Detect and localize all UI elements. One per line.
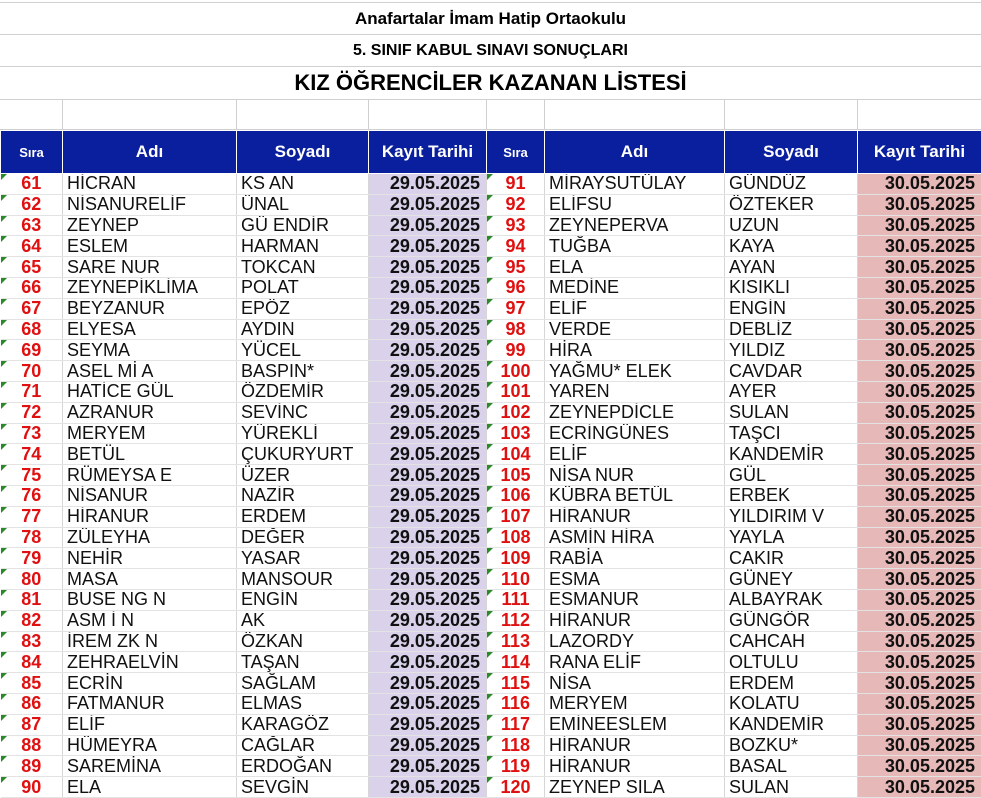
registration-date-cell[interactable]: 29.05.2025 [369, 340, 487, 361]
student-surname-cell[interactable]: MANSOUR [237, 569, 369, 590]
student-surname-cell[interactable]: ENGİN [725, 298, 858, 319]
student-surname-cell[interactable]: DEBLİZ [725, 319, 858, 340]
student-number-cell[interactable]: 92 [487, 194, 545, 215]
student-number-cell[interactable]: 93 [487, 215, 545, 236]
student-surname-cell[interactable]: SEVİNC [237, 402, 369, 423]
student-surname-cell[interactable]: HARMAN [237, 236, 369, 257]
registration-date-cell[interactable]: 30.05.2025 [858, 444, 981, 465]
student-surname-cell[interactable]: GÜNEY [725, 569, 858, 590]
registration-date-cell[interactable]: 30.05.2025 [858, 485, 981, 506]
registration-date-cell[interactable]: 29.05.2025 [369, 174, 487, 195]
student-name-cell[interactable]: VERDE [545, 319, 725, 340]
gridline [236, 100, 237, 129]
registration-date-cell[interactable]: 29.05.2025 [369, 444, 487, 465]
student-surname-cell[interactable]: YILDIZ [725, 340, 858, 361]
registration-date-cell[interactable]: 30.05.2025 [858, 589, 981, 610]
student-surname-cell[interactable]: ÜZER [237, 465, 369, 486]
student-surname-cell[interactable]: KANDEMİR [725, 444, 858, 465]
table-row [1, 194, 981, 215]
student-surname-cell[interactable]: TOKCAN [237, 257, 369, 278]
student-name-cell[interactable]: MEDİNE [545, 277, 725, 298]
student-number-cell[interactable]: 95 [487, 257, 545, 278]
table-row [1, 444, 981, 465]
student-name-cell[interactable]: RABİA [545, 548, 725, 569]
registration-date-cell[interactable]: 29.05.2025 [369, 236, 487, 257]
student-number-cell[interactable]: 120 [487, 777, 545, 798]
student-number-cell[interactable]: 61 [1, 174, 63, 195]
table-row [1, 589, 981, 610]
registration-date-cell[interactable]: 29.05.2025 [369, 215, 487, 236]
table-row [1, 777, 981, 798]
student-surname-cell[interactable]: CAKIR [725, 548, 858, 569]
student-name-cell[interactable]: ZEYNEPİKLİMA [63, 277, 237, 298]
student-number-cell[interactable]: 71 [1, 381, 63, 402]
student-name-cell[interactable]: ECRİNGÜNES [545, 423, 725, 444]
student-number-cell[interactable]: 90 [1, 777, 63, 798]
student-surname-cell[interactable]: UZUN [725, 215, 858, 236]
student-number-cell[interactable]: 116 [487, 693, 545, 714]
registration-date-cell[interactable]: 29.05.2025 [369, 257, 487, 278]
student-number-cell[interactable]: 74 [1, 444, 63, 465]
registration-date-cell[interactable]: 29.05.2025 [369, 569, 487, 590]
student-surname-cell[interactable]: EPÖZ [237, 298, 369, 319]
student-number-cell[interactable]: 67 [1, 298, 63, 319]
student-surname-cell[interactable]: ERBEK [725, 485, 858, 506]
student-surname-cell[interactable]: TAŞCI [725, 423, 858, 444]
student-name-cell[interactable]: HİRANUR [545, 735, 725, 756]
table-row [1, 569, 981, 590]
student-surname-cell[interactable]: ÇUKURYURT [237, 444, 369, 465]
student-number-cell[interactable]: 91 [487, 174, 545, 195]
registration-date-cell[interactable]: 29.05.2025 [369, 194, 487, 215]
student-surname-cell[interactable]: ERDEM [237, 506, 369, 527]
student-surname-cell[interactable]: AYER [725, 381, 858, 402]
student-surname-cell[interactable]: GÜNDÜZ [725, 174, 858, 195]
student-name-cell[interactable]: ESMA [545, 569, 725, 590]
registration-date-cell[interactable]: 29.05.2025 [369, 381, 487, 402]
registration-date-cell[interactable]: 30.05.2025 [858, 610, 981, 631]
registration-date-cell[interactable]: 30.05.2025 [858, 652, 981, 673]
student-surname-cell[interactable]: YILDIRIM V [725, 506, 858, 527]
student-number-cell[interactable]: 73 [1, 423, 63, 444]
registration-date-cell[interactable]: 30.05.2025 [858, 298, 981, 319]
student-name-cell[interactable]: HİRANUR [545, 756, 725, 777]
student-name-cell[interactable]: SEYMA [63, 340, 237, 361]
registration-date-cell[interactable]: 29.05.2025 [369, 319, 487, 340]
registration-date-cell[interactable]: 30.05.2025 [858, 714, 981, 735]
table-row [1, 714, 981, 735]
student-number-cell[interactable]: 108 [487, 527, 545, 548]
registration-date-cell[interactable]: 29.05.2025 [369, 465, 487, 486]
registration-date-cell[interactable]: 29.05.2025 [369, 548, 487, 569]
table-row [1, 506, 981, 527]
student-number-cell[interactable]: 79 [1, 548, 63, 569]
header-no[interactable]: Sıra [487, 131, 545, 174]
student-name-cell[interactable]: TUĞBA [545, 236, 725, 257]
gridline [62, 100, 63, 129]
student-surname-cell[interactable]: YASAR [237, 548, 369, 569]
student-number-cell[interactable]: 72 [1, 402, 63, 423]
student-number-cell[interactable]: 68 [1, 319, 63, 340]
student-name-cell[interactable]: MERYEM [545, 693, 725, 714]
empty-row[interactable] [0, 100, 981, 130]
student-name-cell[interactable]: ZEYNEPERVA [545, 215, 725, 236]
registration-date-cell[interactable]: 30.05.2025 [858, 215, 981, 236]
student-number-cell[interactable]: 62 [1, 194, 63, 215]
student-name-cell[interactable]: ASEL Mİ A [63, 361, 237, 382]
header-date[interactable]: Kayıt Tarihi [369, 131, 487, 174]
student-name-cell[interactable]: BUSE NG N [63, 589, 237, 610]
student-name-cell[interactable]: LAZORDY [545, 631, 725, 652]
student-number-cell[interactable]: 114 [487, 652, 545, 673]
table-row [1, 631, 981, 652]
student-surname-cell[interactable]: ELMAS [237, 693, 369, 714]
registration-date-cell[interactable]: 30.05.2025 [858, 402, 981, 423]
student-surname-cell[interactable]: SULAN [725, 402, 858, 423]
header-row [1, 131, 981, 174]
student-surname-cell[interactable]: KANDEMİR [725, 714, 858, 735]
student-number-cell[interactable]: 97 [487, 298, 545, 319]
student-name-cell[interactable]: İREM ZK N [63, 631, 237, 652]
student-number-cell[interactable]: 77 [1, 506, 63, 527]
student-name-cell[interactable]: ESLEM [63, 236, 237, 257]
registration-date-cell[interactable]: 30.05.2025 [858, 423, 981, 444]
student-name-cell[interactable]: ZEYNEPDİCLE [545, 402, 725, 423]
student-name-cell[interactable]: HİRA [545, 340, 725, 361]
student-name-cell[interactable]: ELİF [545, 298, 725, 319]
student-name-cell[interactable]: NİSANUR [63, 485, 237, 506]
registration-date-cell[interactable]: 30.05.2025 [858, 174, 981, 195]
registration-date-cell[interactable]: 30.05.2025 [858, 361, 981, 382]
student-number-cell[interactable]: 99 [487, 340, 545, 361]
registration-date-cell[interactable]: 30.05.2025 [858, 548, 981, 569]
registration-date-cell[interactable]: 30.05.2025 [858, 777, 981, 798]
student-name-cell[interactable]: ELYESA [63, 319, 237, 340]
registration-date-cell[interactable]: 29.05.2025 [369, 402, 487, 423]
registration-date-cell[interactable]: 30.05.2025 [858, 569, 981, 590]
table-body [1, 174, 981, 798]
student-number-cell[interactable]: 104 [487, 444, 545, 465]
student-number-cell[interactable]: 109 [487, 548, 545, 569]
results-table [0, 130, 981, 798]
student-name-cell[interactable]: HÜMEYRA [63, 735, 237, 756]
student-surname-cell[interactable]: KARAGÖZ [237, 714, 369, 735]
student-surname-cell[interactable]: POLAT [237, 277, 369, 298]
student-number-cell[interactable]: 94 [487, 236, 545, 257]
table-row [1, 548, 981, 569]
student-name-cell[interactable]: YAREN [545, 381, 725, 402]
table-row [1, 735, 981, 756]
header-name[interactable]: Adı [545, 131, 725, 174]
student-number-cell[interactable]: 100 [487, 361, 545, 382]
registration-date-cell[interactable]: 30.05.2025 [858, 236, 981, 257]
registration-date-cell[interactable]: 29.05.2025 [369, 485, 487, 506]
registration-date-cell[interactable]: 29.05.2025 [369, 527, 487, 548]
header-date[interactable]: Kayıt Tarihi [858, 131, 981, 174]
student-name-cell[interactable]: ESMANUR [545, 589, 725, 610]
exam-title[interactable]: 5. SINIF KABUL SINAVI SONUÇLARI [0, 35, 981, 67]
student-name-cell[interactable]: NEHİR [63, 548, 237, 569]
student-surname-cell[interactable]: ENGİN [237, 589, 369, 610]
registration-date-cell[interactable]: 30.05.2025 [858, 693, 981, 714]
student-name-cell[interactable]: SARE NUR [63, 257, 237, 278]
school-title[interactable]: Anafartalar İmam Hatip Ortaokulu [0, 3, 981, 35]
student-name-cell[interactable]: ELİF [63, 714, 237, 735]
student-surname-cell[interactable]: ERDEM [725, 673, 858, 694]
student-surname-cell[interactable]: ÖZDEMİR [237, 381, 369, 402]
registration-date-cell[interactable]: 29.05.2025 [369, 277, 487, 298]
table-row [1, 215, 981, 236]
student-number-cell[interactable]: 101 [487, 381, 545, 402]
student-number-cell[interactable]: 112 [487, 610, 545, 631]
student-number-cell[interactable]: 88 [1, 735, 63, 756]
student-surname-cell[interactable]: ALBAYRAK [725, 589, 858, 610]
student-surname-cell[interactable]: CAĞLAR [237, 735, 369, 756]
student-number-cell[interactable]: 84 [1, 652, 63, 673]
student-surname-cell[interactable]: TAŞAN [237, 652, 369, 673]
registration-date-cell[interactable]: 30.05.2025 [858, 673, 981, 694]
student-number-cell[interactable]: 110 [487, 569, 545, 590]
registration-date-cell[interactable]: 30.05.2025 [858, 381, 981, 402]
registration-date-cell[interactable]: 30.05.2025 [858, 631, 981, 652]
student-number-cell[interactable]: 119 [487, 756, 545, 777]
student-surname-cell[interactable]: GÜNGÖR [725, 610, 858, 631]
student-number-cell[interactable]: 89 [1, 756, 63, 777]
student-surname-cell[interactable]: ÖZKAN [237, 631, 369, 652]
student-number-cell[interactable]: 70 [1, 361, 63, 382]
student-number-cell[interactable]: 81 [1, 589, 63, 610]
student-name-cell[interactable]: ECRİN [63, 673, 237, 694]
student-number-cell[interactable]: 107 [487, 506, 545, 527]
student-surname-cell[interactable]: ERDOĞAN [237, 756, 369, 777]
student-surname-cell[interactable]: AYDIN [237, 319, 369, 340]
header-surname[interactable]: Soyadı [237, 131, 369, 174]
table-row [1, 298, 981, 319]
student-name-cell[interactable]: ZEYNEP SILA [545, 777, 725, 798]
registration-date-cell[interactable]: 30.05.2025 [858, 527, 981, 548]
student-surname-cell[interactable]: GÜ ENDİR [237, 215, 369, 236]
student-number-cell[interactable]: 63 [1, 215, 63, 236]
student-number-cell[interactable]: 117 [487, 714, 545, 735]
student-name-cell[interactable]: BETÜL [63, 444, 237, 465]
registration-date-cell[interactable]: 29.05.2025 [369, 693, 487, 714]
student-number-cell[interactable]: 98 [487, 319, 545, 340]
student-name-cell[interactable]: NİSANURELİF [63, 194, 237, 215]
list-title[interactable]: KIZ ÖĞRENCİLER KAZANAN LİSTESİ [0, 67, 981, 100]
table-row [1, 319, 981, 340]
student-number-cell[interactable]: 66 [1, 277, 63, 298]
student-number-cell[interactable]: 75 [1, 465, 63, 486]
table-row [1, 465, 981, 486]
student-surname-cell[interactable]: SAĞLAM [237, 673, 369, 694]
registration-date-cell[interactable]: 29.05.2025 [369, 361, 487, 382]
registration-date-cell[interactable]: 30.05.2025 [858, 506, 981, 527]
table-row [1, 381, 981, 402]
table-row [1, 402, 981, 423]
student-number-cell[interactable]: 118 [487, 735, 545, 756]
header-name[interactable]: Adı [63, 131, 237, 174]
student-surname-cell[interactable]: KAYA [725, 236, 858, 257]
registration-date-cell[interactable]: 30.05.2025 [858, 340, 981, 361]
registration-date-cell[interactable]: 30.05.2025 [858, 277, 981, 298]
student-surname-cell[interactable]: SEVGİN [237, 777, 369, 798]
student-name-cell[interactable]: MASA [63, 569, 237, 590]
student-number-cell[interactable]: 64 [1, 236, 63, 257]
student-name-cell[interactable]: ZEYNEP [63, 215, 237, 236]
student-number-cell[interactable]: 102 [487, 402, 545, 423]
student-name-cell[interactable]: ZÜLEYHA [63, 527, 237, 548]
student-name-cell[interactable]: HİRANUR [63, 506, 237, 527]
student-name-cell[interactable]: ELA [63, 777, 237, 798]
student-name-cell[interactable]: RANA ELİF [545, 652, 725, 673]
student-surname-cell[interactable]: BOZKU* [725, 735, 858, 756]
registration-date-cell[interactable]: 29.05.2025 [369, 589, 487, 610]
student-name-cell[interactable]: HİCRAN [63, 174, 237, 195]
student-name-cell[interactable]: SAREMİNA [63, 756, 237, 777]
student-name-cell[interactable]: ZEHRAELVİN [63, 652, 237, 673]
student-number-cell[interactable]: 80 [1, 569, 63, 590]
registration-date-cell[interactable]: 29.05.2025 [369, 423, 487, 444]
student-number-cell[interactable]: 96 [487, 277, 545, 298]
table-row [1, 610, 981, 631]
student-name-cell[interactable]: HATİCE GÜL [63, 381, 237, 402]
registration-date-cell[interactable]: 29.05.2025 [369, 610, 487, 631]
student-name-cell[interactable]: MERYEM [63, 423, 237, 444]
student-number-cell[interactable]: 65 [1, 257, 63, 278]
table-row [1, 236, 981, 257]
student-name-cell[interactable]: ASM İ N [63, 610, 237, 631]
student-number-cell[interactable]: 103 [487, 423, 545, 444]
table-row [1, 423, 981, 444]
student-name-cell[interactable]: HİRANUR [545, 506, 725, 527]
student-number-cell[interactable]: 87 [1, 714, 63, 735]
student-surname-cell[interactable]: CAHCAH [725, 631, 858, 652]
student-number-cell[interactable]: 86 [1, 693, 63, 714]
student-surname-cell[interactable]: KS AN [237, 174, 369, 195]
registration-date-cell[interactable]: 29.05.2025 [369, 652, 487, 673]
student-number-cell[interactable]: 111 [487, 589, 545, 610]
registration-date-cell[interactable]: 29.05.2025 [369, 735, 487, 756]
registration-date-cell[interactable]: 29.05.2025 [369, 777, 487, 798]
table-row [1, 673, 981, 694]
gridline [544, 100, 545, 129]
student-number-cell[interactable]: 113 [487, 631, 545, 652]
student-name-cell[interactable]: KÜBRA BETÜL [545, 485, 725, 506]
student-surname-cell[interactable]: CAVDAR [725, 361, 858, 382]
student-surname-cell[interactable]: BASAL [725, 756, 858, 777]
student-number-cell[interactable]: 78 [1, 527, 63, 548]
student-number-cell[interactable]: 105 [487, 465, 545, 486]
student-number-cell[interactable]: 76 [1, 485, 63, 506]
student-name-cell[interactable]: YAĞMU* ELEK [545, 361, 725, 382]
table-row [1, 174, 981, 195]
gridline [368, 100, 369, 129]
student-name-cell[interactable]: ELA [545, 257, 725, 278]
student-name-cell[interactable]: ASMİN HİRA [545, 527, 725, 548]
student-surname-cell[interactable]: DEĞER [237, 527, 369, 548]
table-row [1, 527, 981, 548]
student-surname-cell[interactable]: GÜL [725, 465, 858, 486]
student-surname-cell[interactable]: YÜREKLİ [237, 423, 369, 444]
registration-date-cell[interactable]: 30.05.2025 [858, 194, 981, 215]
registration-date-cell[interactable]: 30.05.2025 [858, 319, 981, 340]
header-no[interactable]: Sıra [1, 131, 63, 174]
student-name-cell[interactable]: FATMANUR [63, 693, 237, 714]
student-surname-cell[interactable]: NAZİR [237, 485, 369, 506]
student-surname-cell[interactable]: ÜNAL [237, 194, 369, 215]
gridline [857, 100, 858, 129]
table-row [1, 257, 981, 278]
table-row [1, 693, 981, 714]
student-surname-cell[interactable]: AYAN [725, 257, 858, 278]
student-number-cell[interactable]: 115 [487, 673, 545, 694]
student-name-cell[interactable]: RÜMEYSA E [63, 465, 237, 486]
student-name-cell[interactable]: AZRANUR [63, 402, 237, 423]
registration-date-cell[interactable]: 30.05.2025 [858, 756, 981, 777]
student-name-cell[interactable]: BEYZANUR [63, 298, 237, 319]
registration-date-cell[interactable]: 29.05.2025 [369, 714, 487, 735]
student-number-cell[interactable]: 85 [1, 673, 63, 694]
student-name-cell[interactable]: MİRAYSUTÜLAY [545, 174, 725, 195]
student-surname-cell[interactable]: SULAN [725, 777, 858, 798]
student-surname-cell[interactable]: ÖZTEKER [725, 194, 858, 215]
table-row [1, 340, 981, 361]
header-surname[interactable]: Soyadı [725, 131, 858, 174]
student-name-cell[interactable]: ELİF [545, 444, 725, 465]
registration-date-cell[interactable]: 30.05.2025 [858, 257, 981, 278]
registration-date-cell[interactable]: 29.05.2025 [369, 756, 487, 777]
student-number-cell[interactable]: 69 [1, 340, 63, 361]
student-name-cell[interactable]: ELİFSU [545, 194, 725, 215]
table-row [1, 277, 981, 298]
registration-date-cell[interactable]: 29.05.2025 [369, 631, 487, 652]
student-number-cell[interactable]: 82 [1, 610, 63, 631]
registration-date-cell[interactable]: 30.05.2025 [858, 465, 981, 486]
student-surname-cell[interactable]: YAYLA [725, 527, 858, 548]
student-surname-cell[interactable]: YÜCEL [237, 340, 369, 361]
registration-date-cell[interactable]: 30.05.2025 [858, 735, 981, 756]
registration-date-cell[interactable]: 29.05.2025 [369, 298, 487, 319]
student-number-cell[interactable]: 106 [487, 485, 545, 506]
gridline [486, 100, 487, 129]
table-row [1, 756, 981, 777]
table-row [1, 485, 981, 506]
student-name-cell[interactable]: HİRANUR [545, 610, 725, 631]
student-surname-cell[interactable]: AK [237, 610, 369, 631]
table-row [1, 361, 981, 382]
student-surname-cell[interactable]: OLTULU [725, 652, 858, 673]
student-surname-cell[interactable]: KOLATU [725, 693, 858, 714]
student-name-cell[interactable]: NİSA [545, 673, 725, 694]
registration-date-cell[interactable]: 29.05.2025 [369, 673, 487, 694]
student-surname-cell[interactable]: BASPIN* [237, 361, 369, 382]
gridline [724, 100, 725, 129]
student-number-cell[interactable]: 83 [1, 631, 63, 652]
table-row [1, 652, 981, 673]
student-name-cell[interactable]: NİSA NUR [545, 465, 725, 486]
student-surname-cell[interactable]: KISIKLI [725, 277, 858, 298]
student-name-cell[interactable]: EMİNEESLEM [545, 714, 725, 735]
registration-date-cell[interactable]: 29.05.2025 [369, 506, 487, 527]
